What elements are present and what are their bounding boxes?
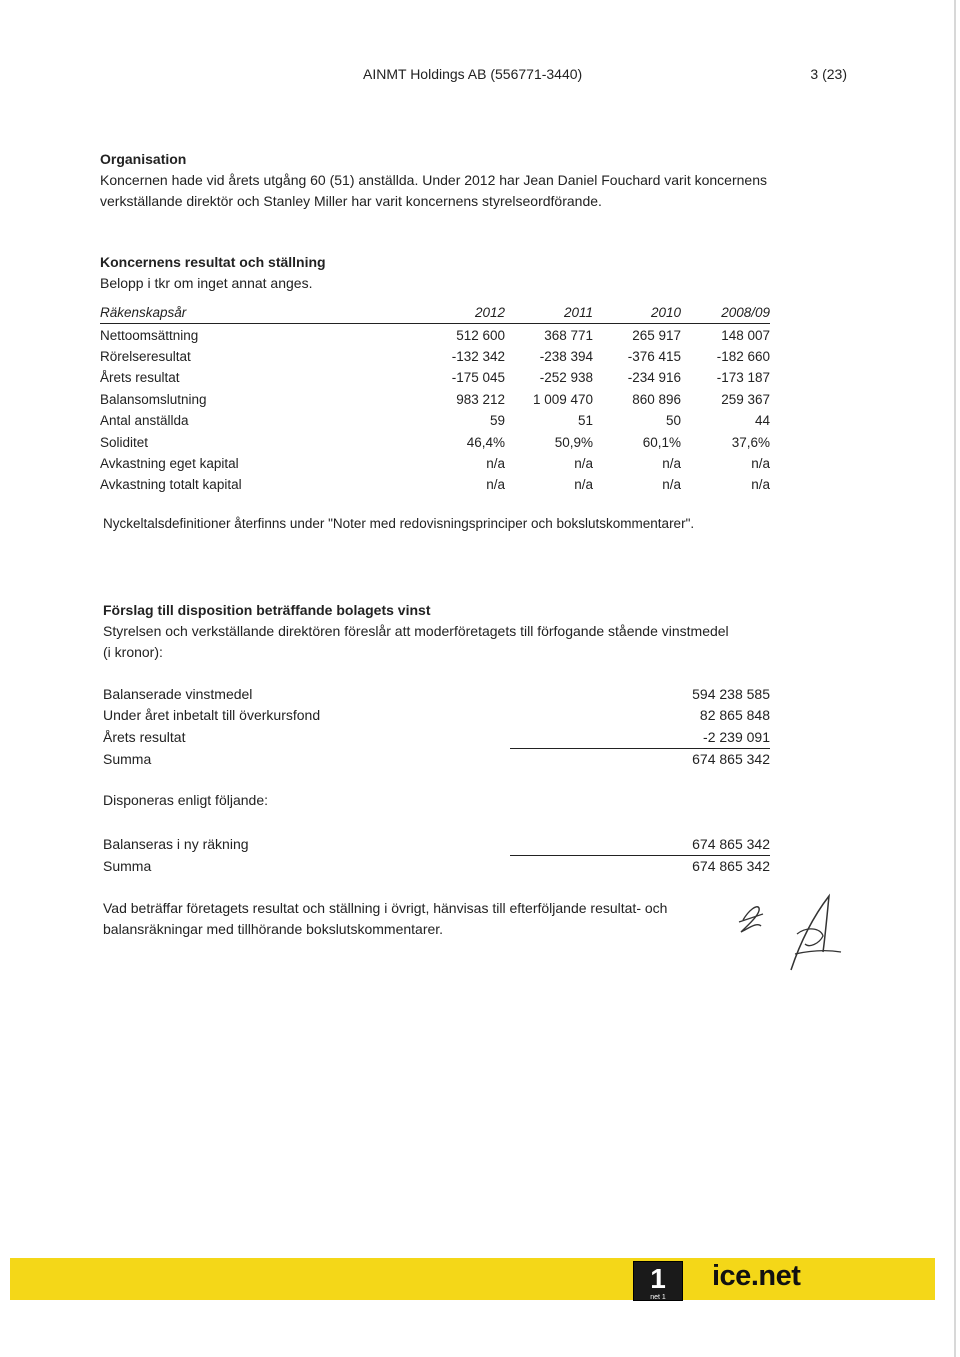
table-cell: 46,4% [466, 434, 505, 450]
icenet-logo: ice.net [712, 1260, 801, 1292]
table-row [100, 389, 770, 410]
item-label: Summa [103, 858, 152, 874]
results-subheading: Belopp i tkr om inget annat anges. [100, 275, 313, 291]
table-cell: n/a [486, 455, 505, 471]
table-row [103, 748, 770, 770]
proposal-heading: Förslag till disposition beträffande bolagets vinst [103, 602, 431, 618]
table-cell: -234 916 [627, 370, 681, 386]
table-cell: 860 896 [632, 391, 681, 407]
results-section-heading [100, 252, 820, 294]
table-header-row [100, 302, 770, 324]
proposal-section [103, 600, 823, 663]
item-value: 594 238 585 [692, 685, 770, 702]
table-cell: n/a [574, 477, 593, 493]
table-cell: -132 342 [451, 348, 505, 364]
table-cell: n/a [662, 477, 681, 493]
table-cell: 983 212 [456, 391, 505, 407]
table-row [100, 346, 770, 367]
table-cell: n/a [574, 455, 593, 471]
item-value: 82 865 848 [699, 707, 770, 724]
table-cell: -376 415 [627, 348, 681, 364]
table-cell: Soliditet [100, 434, 149, 450]
table-cell: -238 394 [539, 348, 593, 364]
table-row [103, 726, 770, 748]
item-label: Summa [103, 751, 152, 767]
column-header: Räkenskapsår [100, 302, 400, 324]
table-cell: Nettoomsättning [100, 327, 199, 343]
logo-sub-text: net 1 [650, 1294, 666, 1301]
table-cell: 148 007 [721, 327, 770, 343]
disposed-table [103, 833, 770, 877]
item-value: 674 865 342 [692, 751, 770, 768]
closing-line-1: Vad beträffar företagets resultat och ställning i övrigt, hänvisas till efterföljande resultat- och [103, 900, 668, 916]
item-label: Under året inbetalt till överkursfond [103, 707, 321, 724]
table-cell: 37,6% [731, 434, 770, 450]
table-cell: Avkastning totalt kapital [100, 477, 242, 493]
table-cell: n/a [662, 455, 681, 471]
item-value: 674 865 342 [510, 833, 770, 855]
proposal-text-line-1: Styrelsen och verkställande direktören föreslår att moderföretagets till förfogande stående vinstmedel [103, 623, 729, 639]
item-label: Årets resultat [103, 729, 186, 745]
table-cell: 512 600 [456, 327, 505, 343]
table-cell: Antal anställda [100, 413, 189, 429]
table-cell: 50 [665, 413, 681, 429]
table-cell: Årets resultat [100, 370, 180, 386]
column-header: 2012 [400, 302, 505, 324]
table-row [103, 683, 770, 705]
table-cell: Avkastning eget kapital [100, 455, 239, 471]
item-value: 674 865 342 [692, 858, 770, 875]
organisation-heading: Organisation [100, 151, 187, 167]
key-figures-note: Nyckeltalsdefinitioner återfinns under "Noter med redovisningsprinciper och bokslutskommentarer". [103, 516, 695, 531]
signature-initials-image [735, 892, 845, 972]
results-heading: Koncernens resultat och ställning [100, 254, 326, 270]
table-row [100, 453, 770, 474]
closing-paragraph [103, 898, 723, 940]
table-cell: 50,9% [554, 434, 593, 450]
table-row [103, 705, 770, 727]
table-row [103, 855, 770, 877]
table-cell: 1 009 470 [532, 391, 593, 407]
column-header: 2008/09 [681, 302, 770, 324]
table-cell: n/a [751, 477, 770, 493]
key-figures-table [100, 302, 770, 496]
table-cell: n/a [486, 477, 505, 493]
organisation-text-line-2: verkställande direktör och Stanley Miller har varit koncernens styrelseordförande. [100, 193, 602, 209]
net1-logo [633, 1261, 683, 1301]
table-cell: n/a [751, 455, 770, 471]
logo-number: 1 [650, 1263, 666, 1294]
organisation-section [100, 149, 820, 212]
proposal-text-line-2: (i kronor): [103, 644, 163, 660]
item-label: Balanseras i ny räkning [103, 836, 249, 852]
disposition-table [103, 683, 770, 770]
table-cell: 59 [489, 413, 505, 429]
table-row [100, 410, 770, 431]
item-value: -2 239 091 [510, 726, 770, 748]
disposed-heading: Disponeras enligt följande: [103, 792, 268, 808]
column-header: 2010 [593, 302, 681, 324]
table-cell: 259 367 [721, 391, 770, 407]
table-cell: 60,1% [642, 434, 681, 450]
table-cell: Balansomslutning [100, 391, 207, 407]
table-cell: -173 187 [716, 370, 770, 386]
table-cell: 265 917 [632, 327, 681, 343]
table-cell: -175 045 [451, 370, 505, 386]
item-label: Balanserade vinstmedel [103, 685, 253, 702]
table-row [100, 324, 770, 346]
table-cell: Rörelseresultat [100, 348, 191, 364]
table-row [100, 474, 770, 495]
table-cell: -252 938 [539, 370, 593, 386]
table-cell: 44 [754, 413, 770, 429]
column-header: 2011 [505, 302, 593, 324]
table-row [103, 833, 770, 855]
table-row [100, 367, 770, 388]
page-edge [954, 0, 956, 1357]
page-number: 3 (23) [810, 66, 847, 82]
table-cell: 368 771 [544, 327, 593, 343]
organisation-text-line-1: Koncernen hade vid årets utgång 60 (51) anställda. Under 2012 har Jean Daniel Fouchard varit koncernens [100, 172, 767, 188]
closing-line-2: balansräkningar med tillhörande bokslutskommentarer. [103, 921, 444, 937]
table-cell: 51 [577, 413, 593, 429]
table-cell: -182 660 [716, 348, 770, 364]
table-row [100, 431, 770, 452]
document-header-title: AINMT Holdings AB (556771-3440) [363, 66, 583, 82]
